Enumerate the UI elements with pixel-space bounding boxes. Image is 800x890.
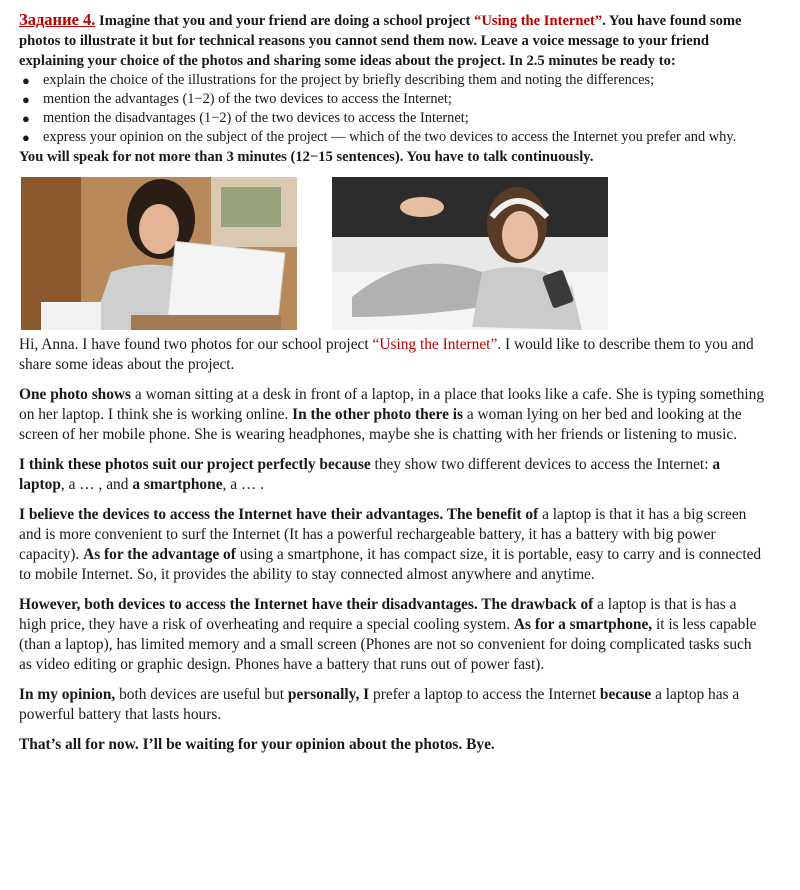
paragraph-closing bbox=[19, 735, 767, 755]
intro-text: Hi, Anna. I have found two photos for our school project bbox=[19, 336, 373, 353]
phrase-bold: However, both devices to access the Internet have their disadvantages. The drawback of bbox=[19, 596, 594, 613]
phrase-bold: In the other photo there is bbox=[292, 406, 464, 423]
bullet-dot-icon: ● bbox=[22, 130, 30, 145]
intro-text-end: . I would like to describe them to you and share some ideas about the project. bbox=[19, 336, 754, 373]
photo-woman-phone-bed bbox=[332, 177, 608, 330]
paragraph-intro bbox=[19, 335, 767, 375]
phrase-bold: a laptop bbox=[19, 456, 721, 493]
phrase-text: a laptop has a powerful battery that lasts hours. bbox=[19, 686, 740, 723]
phrase-text: using a smartphone, it has compact size, it is portable, easy to carry and is connected to mobile Internet. So, it provides the ability to stay connected almost anywhere and anytime. bbox=[19, 546, 762, 583]
phrase-bold: personally, I bbox=[287, 686, 370, 703]
bullet-text: express your opinion on the subject of the project — which of the two devices to access the Internet you prefer and why. bbox=[43, 129, 737, 145]
phrase-bold: I think these photos suit our project perfectly because bbox=[19, 456, 371, 473]
task-bullet-list bbox=[19, 71, 767, 147]
bullet-text: explain the choice of the illustrations for the project by briefly describing them and noting the differences; bbox=[43, 72, 655, 88]
bullet-text: mention the advantages (1−2) of the two devices to access the Internet; bbox=[43, 91, 452, 107]
phrase-bold: I believe the devices to access the Internet have their advantages. The benefit of bbox=[19, 506, 539, 523]
bullet-item bbox=[19, 109, 767, 128]
task-project-title: “Using the Internet” bbox=[474, 13, 603, 29]
phrase-text: , a … . bbox=[222, 476, 264, 493]
bullet-item bbox=[19, 71, 767, 90]
time-limit-note: You will speak for not more than 3 minutes (12−15 sentences). You have to talk continuously. bbox=[19, 149, 594, 165]
phrase-bold: One photo shows bbox=[19, 386, 132, 403]
phrase-bold: a smartphone bbox=[132, 476, 223, 493]
paragraph-disadvantages bbox=[19, 595, 767, 675]
intro-project-title: “Using the Internet” bbox=[372, 336, 498, 353]
bullet-item bbox=[19, 90, 767, 109]
phrase-bold: In my opinion, bbox=[19, 686, 116, 703]
paragraph-advantages bbox=[19, 505, 767, 585]
phrase-bold: As for the advantage of bbox=[83, 546, 236, 563]
bullet-dot-icon: ● bbox=[22, 111, 30, 126]
phrase-text: a woman sitting at a desk in front of a laptop, in a place that looks like a cafe. She is typing something on her laptop. I think she is working online. bbox=[19, 386, 765, 423]
phrase-text: it is less capable (than a laptop), has limited memory and a small screen (Phones are not so convenient for doing complicated tasks such as video editing or graphic design. Phones have a battery that runs out of power fast). bbox=[19, 616, 757, 673]
photo-row bbox=[19, 177, 767, 335]
phrase-text: a woman lying on her bed and looking at the screen of her mobile phone. She is wearing headphones, maybe she is chatting with her friends or listening to music. bbox=[19, 406, 742, 443]
sample-answer bbox=[19, 335, 767, 755]
phrase-text: prefer a laptop to access the Internet bbox=[369, 686, 600, 703]
phrase-text: a laptop is that is has a high price, they have a risk of overheating and require a special cooling system. bbox=[19, 596, 737, 633]
phone-photo-illustration bbox=[332, 177, 608, 330]
paragraph-photo-description bbox=[19, 385, 767, 445]
phrase-bold: because bbox=[599, 686, 652, 703]
phrase-text: they show two different devices to access the Internet: bbox=[370, 456, 713, 473]
paragraph-opinion bbox=[19, 685, 767, 725]
closing-text: That’s all for now. I’ll be waiting for your opinion about the photos. Bye. bbox=[19, 736, 495, 753]
bullet-text: mention the disadvantages (1−2) of the two devices to access the Internet; bbox=[43, 110, 469, 126]
phrase-text: , a … , and bbox=[60, 476, 133, 493]
task-text-2: . You have found some photos to illustrate it but for technical reasons you cannot send them now. Leave a voice message to your friend explaining your choice of the photos and sharing some ideas about the project. In 2.5 minutes be ready to: bbox=[19, 13, 742, 69]
task-text-1: Imagine that you and your friend are doing a school project bbox=[95, 13, 475, 29]
task-label: Задание 4. bbox=[19, 10, 96, 29]
task-statement bbox=[19, 10, 767, 71]
phrase-text: a laptop is that it has a big screen and is more convenient to surf the Internet (It has a powerful rechargeable battery, it has a battery with big power capacity). bbox=[19, 506, 747, 563]
paragraph-photo-choice bbox=[19, 455, 767, 495]
phrase-text: both devices are useful but bbox=[115, 686, 288, 703]
photo-woman-laptop bbox=[21, 177, 297, 330]
bullet-dot-icon: ● bbox=[22, 92, 30, 107]
document-page bbox=[19, 10, 767, 755]
bullet-dot-icon: ● bbox=[22, 73, 30, 88]
laptop-photo-illustration bbox=[21, 177, 297, 330]
phrase-bold: As for a smartphone, bbox=[513, 616, 653, 633]
bullet-item bbox=[19, 128, 767, 147]
